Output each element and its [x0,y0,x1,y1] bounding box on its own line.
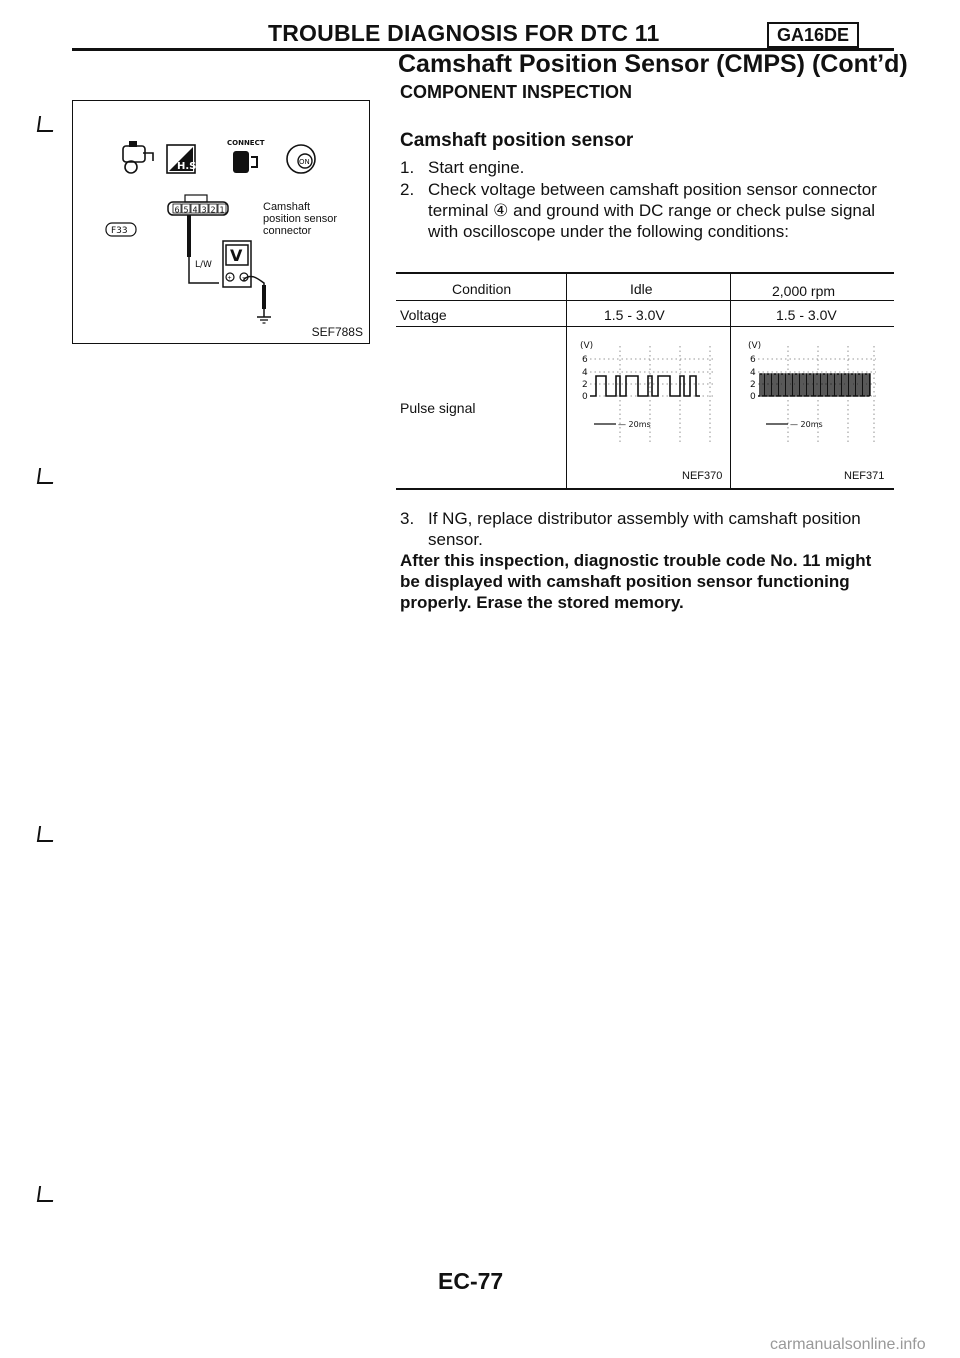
idle-figure-label: NEF370 [682,470,723,482]
connector-label: Camshaft position sensor connector [263,201,337,237]
step-2-number: 2. [400,180,415,199]
svg-text:4: 4 [582,368,588,378]
step-3-line-1: If NG, replace distributor assembly with camshaft position [428,509,861,528]
rpm-figure-label: NEF371 [844,470,885,482]
terminal-1: 1 [219,205,225,215]
svg-text:−: − [242,275,247,282]
component-heading: COMPONENT INSPECTION [400,82,633,102]
svg-text:+: + [227,275,232,282]
ignition-on-icon [287,145,315,173]
terminal-6: 6 [174,205,180,215]
svg-text:L/W: L/W [195,260,212,270]
rpm-waveform [748,338,888,448]
ground-icon [257,309,271,323]
svg-text:2: 2 [582,380,588,390]
wiring-figure [72,100,370,344]
engine-code-badge: GA16DE [767,22,859,48]
svg-text:— 20ms: — 20ms [790,420,823,429]
page-header-title: TROUBLE DIAGNOSIS FOR DTC 11 [268,20,660,46]
terminal-5: 5 [183,205,189,215]
page-number: EC-77 [438,1268,504,1294]
margin-mark [37,468,55,484]
connect-text: CONNECT [227,139,265,147]
subsection-heading: Camshaft position sensor [400,130,634,151]
svg-text:(V): (V) [580,341,594,351]
step-2-line-3: with oscilloscope under the following conditions: [428,222,789,241]
svg-text:2: 2 [750,380,756,390]
margin-mark [37,1186,55,1202]
step-1-number: 1. [400,158,415,177]
harness-seat-icon [167,145,200,173]
terminal-3: 3 [201,205,207,215]
svg-text:F33: F33 [111,226,128,236]
svg-text:— 20ms: — 20ms [618,420,651,429]
terminal-2: 2 [210,205,216,215]
step-2-line-1: Check voltage between camshaft position sensor connector [428,180,877,199]
step-1 [400,158,524,178]
step-1-text: Start engine. [428,158,525,177]
svg-text:0: 0 [750,392,756,402]
table-top-rule [396,272,894,274]
voltage-idle: 1.5 - 3.0V [604,307,665,323]
voltage-2000rpm: 1.5 - 3.0V [776,307,837,323]
margin-mark [37,116,55,132]
idle-waveform [580,338,720,448]
figure-label: SEF788S [311,325,363,339]
terminal-4: 4 [192,205,198,215]
row-voltage-label: Voltage [400,307,447,323]
svg-text:6: 6 [750,355,756,365]
connect-icon [227,139,265,173]
sensor-connector [168,195,228,215]
svg-text:V: V [230,246,243,265]
header-condition: Condition [452,281,512,297]
svg-text:6: 6 [582,355,588,365]
step-2 [400,180,877,200]
svg-text:4: 4 [750,368,756,378]
hs-text: H.S. [177,161,201,172]
margin-mark [37,826,55,842]
step-3-number: 3. [400,509,415,528]
voltmeter-icon [223,241,251,287]
svg-text:0: 0 [582,392,588,402]
footer-watermark: carmanualsonline.info [770,1336,926,1353]
row-pulse-label: Pulse signal [400,400,476,416]
section-title: Camshaft Position Sensor (CMPS) (Cont’d) [398,50,908,78]
header-idle: Idle [630,281,653,297]
header-2000rpm: 2,000 rpm [772,283,836,299]
on-text: ON [299,158,310,166]
consult-tool-icon [123,141,153,173]
inspection-note: After this inspection, diagnostic trouble code No. 11 might be displayed with camshaft position sensor functioning properly. Erase the stored memory. [400,551,872,612]
harness-connector-id [106,223,136,236]
step-3-line-2: sensor. [428,530,483,549]
step-3-block [400,508,894,613]
step-2-line-2: terminal ④ and ground with DC range or check pulse signal [428,201,876,220]
svg-text:(V): (V) [748,341,762,351]
table-bottom-rule [396,488,894,490]
